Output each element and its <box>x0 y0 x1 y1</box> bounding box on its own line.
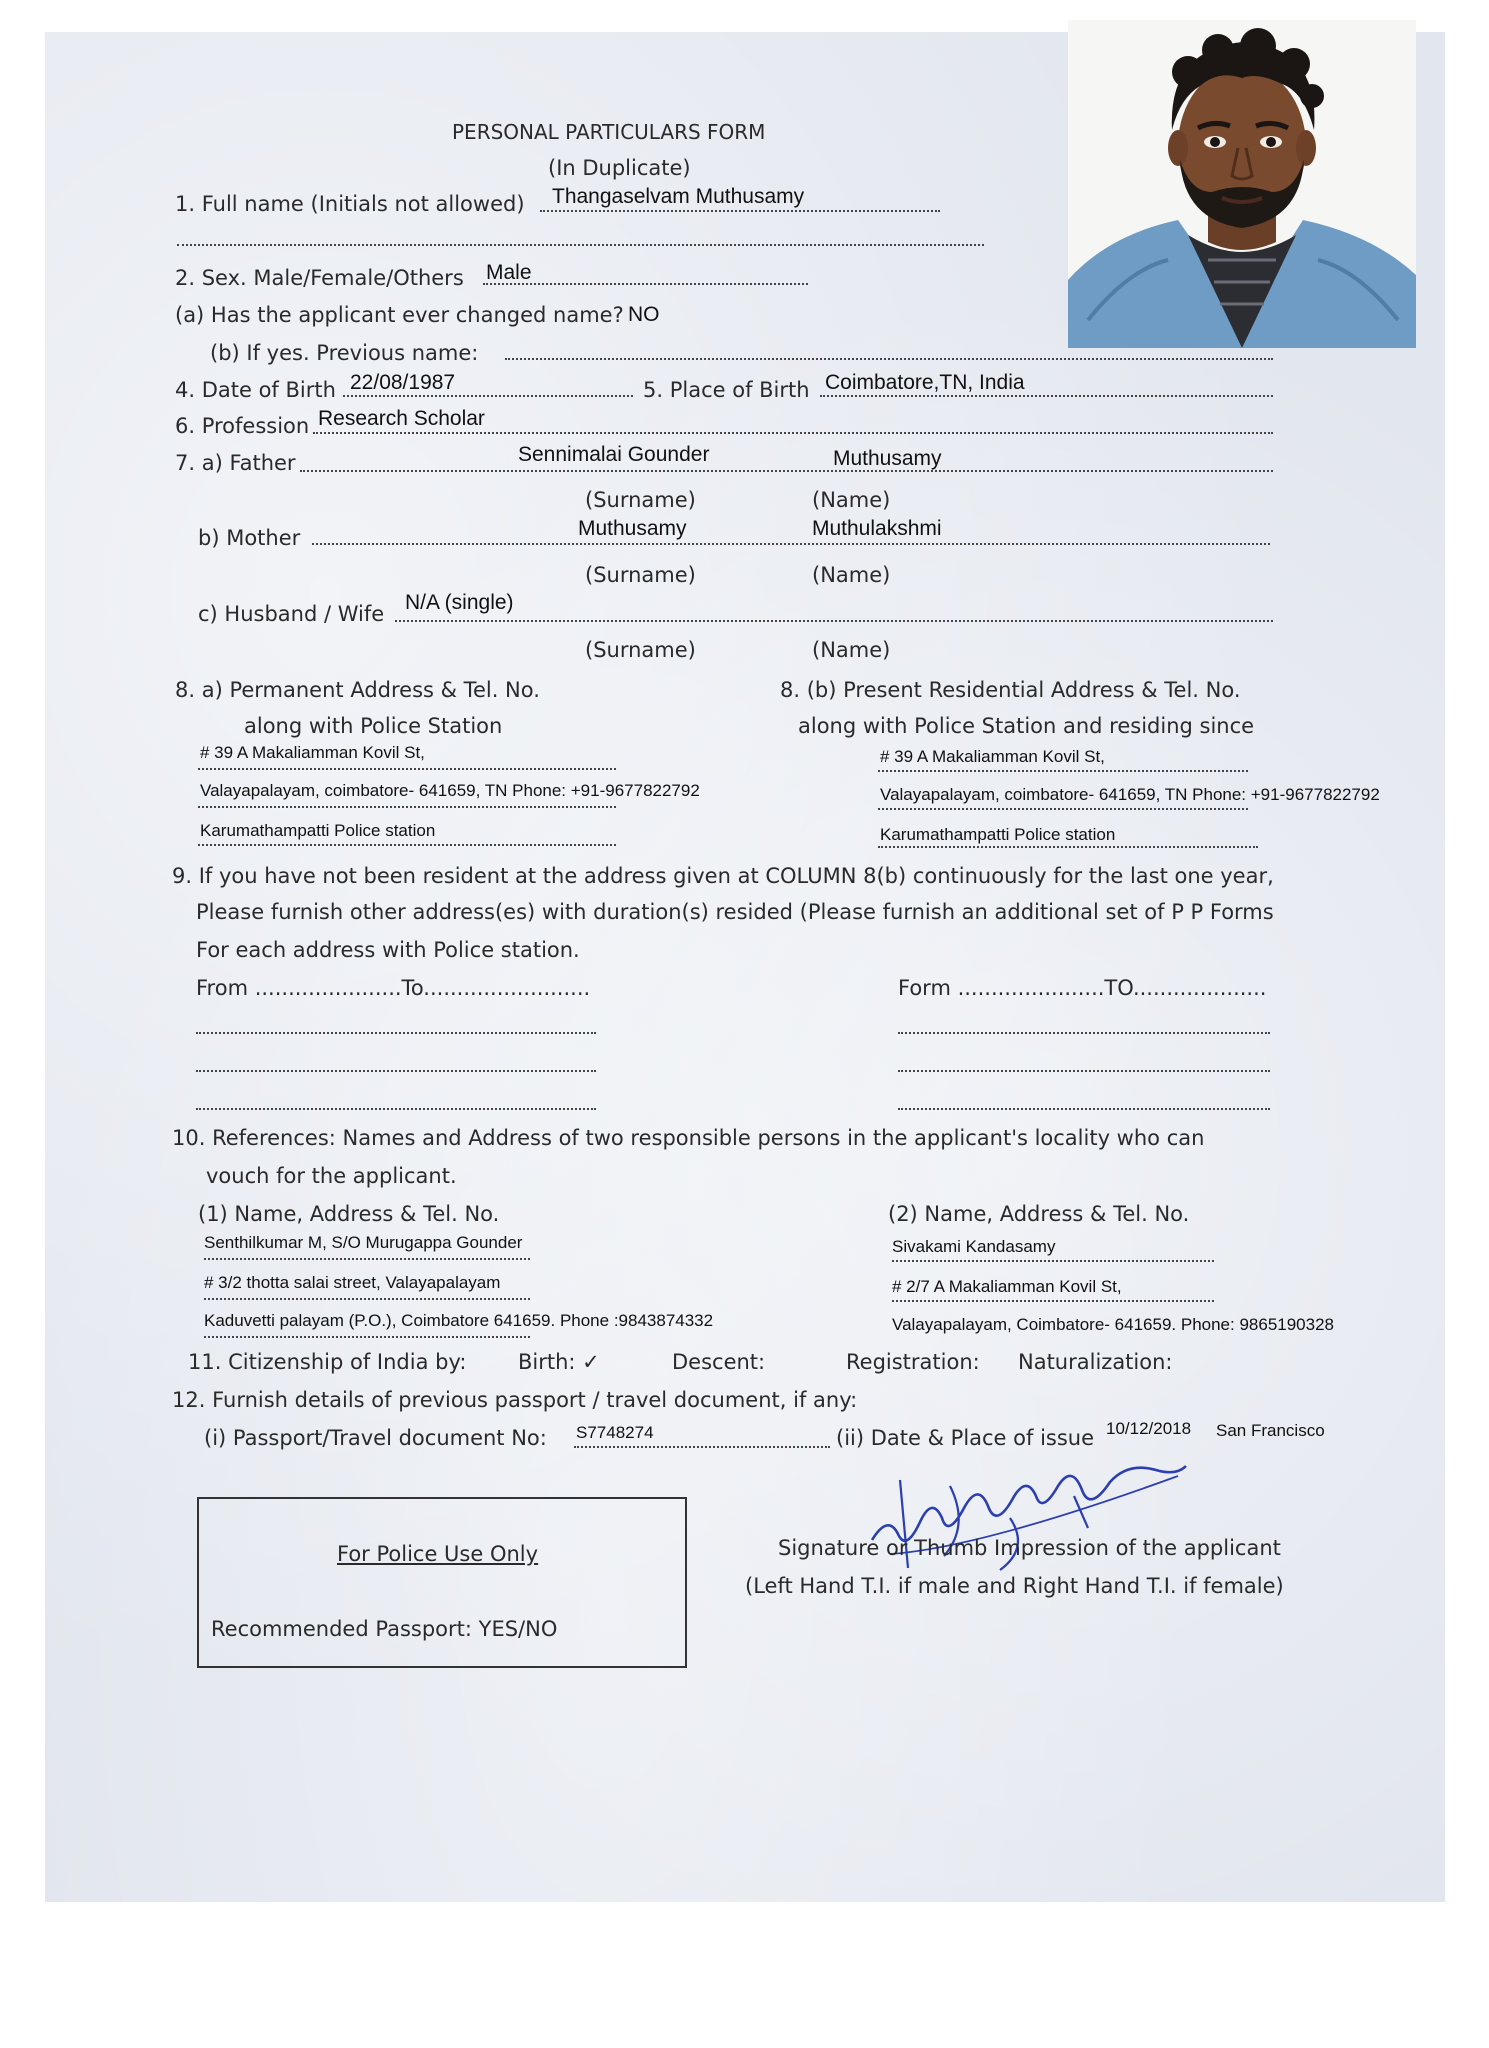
citizenship-naturalization[interactable]: Naturalization: <box>1018 1350 1173 1374</box>
full-name-second-line <box>177 244 984 246</box>
references-line-1: 10. References: Names and Address of two responsible persons in the applicant's locality who can <box>172 1126 1205 1150</box>
present-address-dotted-3 <box>878 846 1258 848</box>
permanent-address-dotted-3 <box>198 844 616 846</box>
form-subtitle: (In Duplicate) <box>548 156 691 180</box>
spouse-surname-caption: (Surname) <box>585 638 696 662</box>
date-of-issue-value[interactable]: 10/12/2018 <box>1106 1419 1192 1438</box>
place-of-birth-dotted-line <box>820 395 1273 397</box>
place-of-birth-label: 5. Place of Birth <box>643 378 810 402</box>
q9-left-dotted-2 <box>196 1070 596 1072</box>
previous-name-dotted-line <box>505 358 1273 360</box>
reference-2-line-1[interactable]: Sivakami Kandasamy <box>892 1237 1056 1256</box>
full-name-dotted-line <box>540 210 940 212</box>
name-changed-label: (a) Has the applicant ever changed name? <box>175 303 624 327</box>
sex-value[interactable]: Male <box>486 261 532 284</box>
father-surname-value[interactable]: Sennimalai Gounder <box>518 443 710 466</box>
present-address-line-2[interactable]: Valayapalayam, coimbatore- 641659, TN Phone: +91-9677822792 <box>880 785 1380 804</box>
reference-1-dotted-1 <box>204 1258 530 1260</box>
present-address-dotted-1 <box>878 770 1248 772</box>
signature-caption-1: Signature or Thumb Impression of the applicant <box>778 1536 1281 1560</box>
sex-label: 2. Sex. Male/Female/Others <box>175 266 464 290</box>
mother-surname-value[interactable]: Muthusamy <box>578 517 687 540</box>
mother-name-value[interactable]: Muthulakshmi <box>812 517 942 540</box>
signature-caption-2: (Left Hand T.I. if male and Right Hand T.I. if female) <box>745 1574 1284 1598</box>
present-address-dotted-2 <box>878 808 1248 810</box>
reference-1-line-3[interactable]: Kaduvetti palayam (P.O.), Coimbatore 641659. Phone :9843874332 <box>204 1311 714 1330</box>
previous-name-label: (b) If yes. Previous name: <box>210 341 479 365</box>
permanent-address-dotted-1 <box>198 768 616 770</box>
permanent-address-line-3[interactable]: Karumathampatti Police station <box>200 821 436 840</box>
mother-label: b) Mother <box>198 526 301 550</box>
reference-2-label: (2) Name, Address & Tel. No. <box>888 1202 1190 1226</box>
reference-1-label: (1) Name, Address & Tel. No. <box>198 1202 500 1226</box>
reference-2-line-2[interactable]: # 2/7 A Makaliamman Kovil St, <box>892 1277 1122 1296</box>
present-address-line-3[interactable]: Karumathampatti Police station <box>880 825 1116 844</box>
reference-1-dotted-2 <box>204 1298 530 1300</box>
permanent-address-line-1[interactable]: # 39 A Makaliamman Kovil St, <box>200 743 425 762</box>
father-label: 7. a) Father <box>175 451 296 475</box>
q9-line-3: For each address with Police station. <box>196 938 580 962</box>
full-name-label: 1. Full name (Initials not allowed) <box>175 192 525 216</box>
citizenship-birth[interactable]: Birth: ✓ <box>518 1350 600 1374</box>
q9-from-to-right: Form ......................TO.................... <box>898 976 1267 1000</box>
dob-value[interactable]: 22/08/1987 <box>350 371 456 394</box>
permanent-address-dotted-2 <box>198 806 616 808</box>
q9-line-2: Please furnish other address(es) with duration(s) resided (Please furnish an additional set of P P Forms <box>196 900 1274 924</box>
police-use-title: For Police Use Only <box>337 1542 539 1566</box>
q9-right-dotted-3 <box>898 1108 1270 1110</box>
place-of-issue-value[interactable]: San Francisco <box>1216 1421 1325 1440</box>
permanent-address-label: 8. a) Permanent Address & Tel. No. <box>175 678 540 702</box>
reference-2-line-3[interactable]: Valayapalayam, Coimbatore- 641659. Phone: 9865190328 <box>892 1315 1334 1334</box>
form-title: PERSONAL PARTICULARS FORM <box>452 120 766 144</box>
applicant-photo-image <box>1068 20 1416 348</box>
citizenship-descent[interactable]: Descent: <box>672 1350 766 1374</box>
father-name-value[interactable]: Muthusamy <box>833 447 942 470</box>
references-line-2: vouch for the applicant. <box>206 1164 457 1188</box>
date-place-issue-label: (ii) Date & Place of issue <box>836 1426 1095 1450</box>
permanent-address-sublabel: along with Police Station <box>244 714 503 738</box>
reference-1-dotted-3 <box>204 1336 530 1338</box>
recommended-passport: Recommended Passport: YES/NO <box>211 1617 558 1641</box>
q9-right-dotted-2 <box>898 1070 1270 1072</box>
mother-name-caption: (Name) <box>812 563 891 587</box>
present-address-line-1[interactable]: # 39 A Makaliamman Kovil St, <box>880 747 1105 766</box>
present-address-label: 8. (b) Present Residential Address & Tel. No. <box>780 678 1241 702</box>
reference-1-line-2[interactable]: # 3/2 thotta salai street, Valayapalayam <box>204 1273 501 1292</box>
q9-left-dotted-3 <box>196 1108 596 1110</box>
reference-2-dotted-2 <box>892 1300 1214 1302</box>
father-name-caption: (Name) <box>812 488 891 512</box>
citizenship-registration[interactable]: Registration: <box>846 1350 980 1374</box>
previous-passport-label: 12. Furnish details of previous passport / travel document, if any: <box>172 1388 858 1412</box>
q9-left-dotted-1 <box>196 1032 596 1034</box>
spouse-dotted-line <box>395 620 1273 622</box>
full-name-value[interactable]: Thangaselvam Muthusamy <box>552 185 805 208</box>
mother-dotted-line <box>312 543 1270 545</box>
q9-right-dotted-1 <box>898 1032 1270 1034</box>
applicant-photo <box>1068 20 1416 348</box>
police-use-box <box>197 1497 687 1668</box>
mother-surname-caption: (Surname) <box>585 563 696 587</box>
profession-value[interactable]: Research Scholar <box>318 407 485 430</box>
spouse-label: c) Husband / Wife <box>198 602 385 626</box>
permanent-address-line-2[interactable]: Valayapalayam, coimbatore- 641659, TN Phone: +91-9677822792 <box>200 781 700 800</box>
passport-number-label: (i) Passport/Travel document No: <box>204 1426 547 1450</box>
dob-label: 4. Date of Birth <box>175 378 336 402</box>
present-address-sublabel: along with Police Station and residing since <box>798 714 1255 738</box>
place-of-birth-value[interactable]: Coimbatore,TN, India <box>825 371 1025 394</box>
profession-dotted-line <box>313 432 1273 434</box>
spouse-name-caption: (Name) <box>812 638 891 662</box>
q9-line-1: 9. If you have not been resident at the address given at COLUMN 8(b) continuously for the last one year, <box>172 864 1274 888</box>
spouse-value[interactable]: N/A (single) <box>405 591 514 614</box>
profession-label: 6. Profession <box>175 414 310 438</box>
name-changed-value[interactable]: NO <box>628 303 660 326</box>
citizenship-label: 11. Citizenship of India by: <box>188 1350 467 1374</box>
sex-dotted-line <box>483 283 808 285</box>
q9-from-to-left: From ......................To......................... <box>196 976 591 1000</box>
dob-dotted-line <box>343 395 633 397</box>
father-surname-caption: (Surname) <box>585 488 696 512</box>
reference-1-line-1[interactable]: Senthilkumar M, S/O Murugappa Gounder <box>204 1233 523 1252</box>
passport-number-value[interactable]: S7748274 <box>576 1423 654 1442</box>
father-dotted-line <box>300 470 1273 472</box>
passport-number-dotted-line <box>574 1446 830 1448</box>
reference-2-dotted-1 <box>892 1260 1214 1262</box>
